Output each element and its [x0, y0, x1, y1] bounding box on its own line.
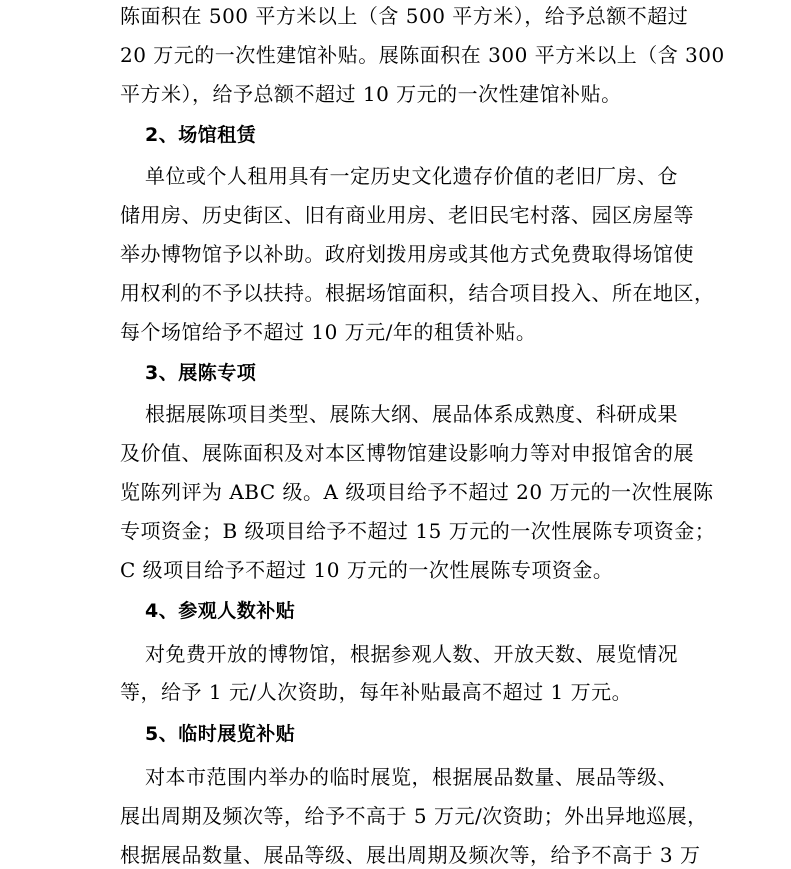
paragraph-line: 举办博物馆予以补助。政府划拨用房或其他方式免费取得场馆使	[120, 242, 694, 266]
paragraph-line: 根据展品数量、展品等级、展出周期及频次等，给予不高于 3 万	[120, 843, 701, 867]
paragraph-line: 等，给予 1 元/人次资助，每年补贴最高不超过 1 万元。	[120, 680, 633, 704]
section-heading-venue-rental: 2、场馆租赁	[145, 124, 257, 146]
paragraph-line: 平方米），给予总额不超过 10 万元的一次性建馆补贴。	[120, 82, 622, 106]
paragraph-line: 单位或个人租用具有一定历史文化遗存价值的老旧厂房、仓	[145, 164, 678, 188]
paragraph-line: 对免费开放的博物馆，根据参观人数、开放天数、展览情况	[145, 642, 678, 666]
section-heading-exhibition-project: 3、展陈专项	[145, 362, 257, 384]
paragraph-line: 用权利的不予以扶持。根据场馆面积，结合项目投入、所在地区，	[120, 281, 715, 305]
paragraph-line: 览陈列评为 ABC 级。A 级项目给予不超过 20 万元的一次性展陈	[120, 480, 714, 504]
section-heading-visitor-subsidy: 4、参观人数补贴	[145, 600, 296, 622]
section-heading-temporary-exhibition: 5、临时展览补贴	[145, 723, 296, 745]
paragraph-line: 陈面积在 500 平方米以上（含 500 平方米），给予总额不超过	[120, 4, 689, 28]
paragraph-line: 每个场馆给予不超过 10 万元/年的租赁补贴。	[120, 320, 537, 344]
paragraph-line: 根据展陈项目类型、展陈大纲、展品体系成熟度、科研成果	[145, 402, 678, 426]
paragraph-line: 专项资金；B 级项目给予不超过 15 万元的一次性展陈专项资金；	[120, 519, 716, 543]
paragraph-line: 展出周期及频次等，给予不高于 5 万元/次资助；外出异地巡展，	[120, 804, 708, 828]
paragraph-line: 及价值、展陈面积及对本区博物馆建设影响力等对申报馆舍的展	[120, 441, 694, 465]
paragraph-line: C 级项目给予不超过 10 万元的一次性展陈专项资金。	[120, 558, 614, 582]
paragraph-line: 20 万元的一次性建馆补贴。展陈面积在 300 平方米以上（含 300	[120, 43, 725, 67]
paragraph-line: 对本市范围内举办的临时展览，根据展品数量、展品等级、	[145, 765, 678, 789]
paragraph-line: 储用房、历史街区、旧有商业用房、老旧民宅村落、园区房屋等	[120, 203, 694, 227]
